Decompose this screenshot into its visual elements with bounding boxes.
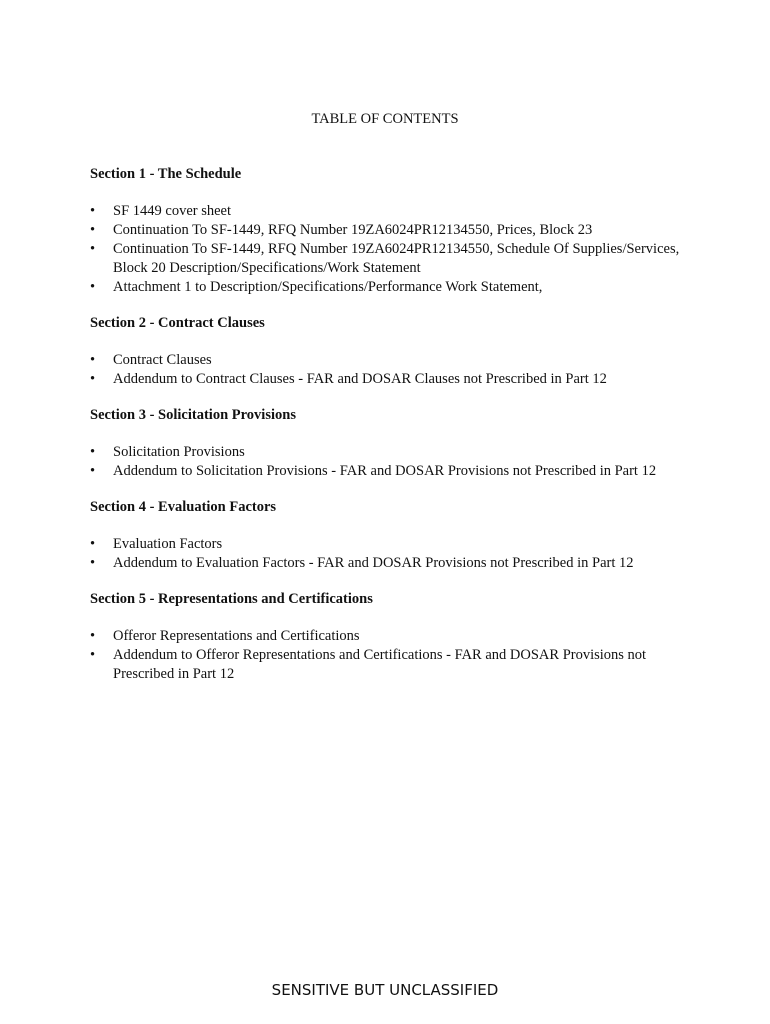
list-item — [90, 221, 690, 240]
section-heading: Section 2 - Contract Clauses — [90, 315, 265, 331]
list-item-text: Addendum to Evaluation Factors - FAR and DOSAR Provisions not Prescribed in Part 12 — [113, 555, 634, 571]
list-item — [90, 443, 690, 462]
list-item-text: Addendum to Offeror Representations and Certifications - FAR and DOSAR Provisions not Prescribed in Part 12 — [113, 647, 647, 682]
list-item — [90, 202, 690, 221]
list-item — [90, 278, 690, 297]
section-item-list — [90, 351, 690, 389]
section-item-list — [90, 202, 690, 297]
toc-section — [90, 314, 690, 389]
list-item — [90, 554, 690, 573]
list-item-text: Evaluation Factors — [113, 536, 223, 552]
list-item — [90, 627, 690, 646]
list-item-text: Offeror Representations and Certifications — [113, 628, 360, 644]
list-item-text: Continuation To SF-1449, RFQ Number 19ZA6024PR12134550, Schedule Of Supplies/Services, Block 20 Description/Specifications/Work Statement — [113, 241, 680, 276]
list-item — [90, 370, 690, 389]
list-item — [90, 351, 690, 370]
bullet-icon: • — [90, 241, 96, 257]
bullet-icon: • — [90, 463, 96, 479]
toc-section — [90, 498, 690, 573]
section-item-list — [90, 627, 690, 684]
list-item-text: SF 1449 cover sheet — [113, 203, 231, 219]
list-item-text: Addendum to Solicitation Provisions - FAR and DOSAR Provisions not Prescribed in Part 12 — [113, 463, 657, 479]
bullet-icon: • — [90, 222, 96, 238]
bullet-icon: • — [90, 555, 96, 571]
section-heading: Section 1 - The Schedule — [90, 166, 242, 182]
list-item — [90, 462, 690, 481]
toc-section — [90, 165, 690, 297]
list-item — [90, 646, 690, 684]
bullet-icon: • — [90, 628, 96, 644]
list-item — [90, 240, 690, 278]
list-item-text: Addendum to Contract Clauses - FAR and DOSAR Clauses not Prescribed in Part 12 — [113, 371, 607, 387]
list-item-text: Solicitation Provisions — [113, 444, 245, 460]
classification-footer: SENSITIVE BUT UNCLASSIFIED — [271, 981, 499, 999]
bullet-icon: • — [90, 444, 96, 460]
section-heading: Section 4 - Evaluation Factors — [90, 499, 277, 515]
list-item — [90, 535, 690, 554]
toc-sections — [90, 165, 690, 701]
list-item-text: Continuation To SF-1449, RFQ Number 19ZA6024PR12134550, Prices, Block 23 — [113, 222, 593, 238]
list-item-text: Contract Clauses — [113, 352, 212, 368]
bullet-icon: • — [90, 279, 96, 295]
bullet-icon: • — [90, 536, 96, 552]
toc-section — [90, 406, 690, 481]
section-heading: Section 5 - Representations and Certifications — [90, 591, 373, 607]
section-item-list — [90, 535, 690, 573]
bullet-icon: • — [90, 352, 96, 368]
list-item-text: Attachment 1 to Description/Specifications/Performance Work Statement, — [113, 279, 543, 295]
bullet-icon: • — [90, 371, 96, 387]
section-item-list — [90, 443, 690, 481]
bullet-icon: • — [90, 203, 96, 219]
section-heading: Section 3 - Solicitation Provisions — [90, 407, 296, 423]
page-title: TABLE OF CONTENTS — [311, 111, 459, 127]
toc-section — [90, 590, 690, 684]
bullet-icon: • — [90, 647, 96, 663]
